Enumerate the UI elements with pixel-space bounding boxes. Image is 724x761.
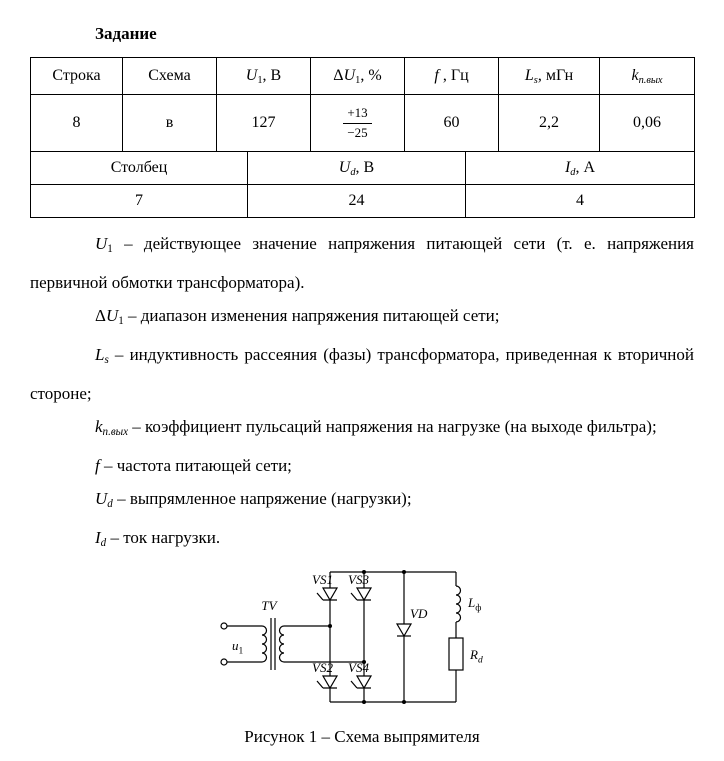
definition-k: $k_{п.вых}$ – коэффициент пульсаций напряжения на нагрузке (на выходе фильтра); xyxy=(95,416,657,438)
diode-vd-symbol xyxy=(397,624,411,636)
transformer-secondary-coil xyxy=(280,626,285,662)
definition-u1: $U_1$ – действующее значение напряжения питающей сети (т. е. напряжения первичной обмотки трансформатора). xyxy=(30,234,694,292)
filter-inductor-label: $L_ф$ xyxy=(468,594,482,614)
header-cell-k: $k_{п.вых}$ xyxy=(600,58,695,95)
value-cell-stolbec: 7 xyxy=(31,185,248,218)
thyristor-vs1-symbol xyxy=(317,588,337,600)
header-cell-stolbec: Столбец xyxy=(31,152,248,185)
thyristor-vs2-symbol xyxy=(317,676,337,688)
definition-ls: $L_s$ – индуктивность рассеяния (фазы) трансформатора, приведенная к вторичной стороне; xyxy=(30,344,694,403)
task-table-bottom xyxy=(30,151,695,218)
definition-ud: $U_d$ – выпрямленное напряжение (нагрузки); xyxy=(95,488,412,510)
secondary-leads xyxy=(284,626,364,662)
table-header-row xyxy=(31,58,695,95)
header-cell-stroka: Строка xyxy=(31,58,123,95)
value-cell-ud: 24 xyxy=(248,185,466,218)
input-terminal-top xyxy=(221,623,227,629)
value-cell-du1 xyxy=(311,95,405,152)
table-value-row-2 xyxy=(31,185,695,218)
value-cell-stroka: 8 xyxy=(31,95,123,152)
figure-caption: Рисунок 1 – Схема выпрямителя xyxy=(244,726,480,746)
figure-rectifier-circuit xyxy=(30,562,694,719)
header-cell-id: $I_d$, А xyxy=(466,152,695,185)
vs4-label: VS4 xyxy=(348,659,369,675)
definition-f: f – частота питающей сети; xyxy=(95,455,292,475)
definitions-block xyxy=(30,227,694,560)
task-table xyxy=(30,57,695,152)
input-terminal-bottom xyxy=(221,659,227,665)
value-cell-shema: в xyxy=(123,95,217,152)
dc-rails xyxy=(330,572,456,702)
transformer-core xyxy=(271,618,275,670)
table-value-row xyxy=(31,95,695,152)
thyristor-vs4-symbol xyxy=(351,676,371,688)
transformer-label: TV xyxy=(261,597,277,613)
thyristor-vs3-symbol xyxy=(351,588,371,600)
vs3-label: VS3 xyxy=(348,571,369,587)
vs1-label: VS1 xyxy=(312,571,333,587)
voltage-range-fraction xyxy=(343,105,371,141)
value-cell-f: 60 xyxy=(405,95,499,152)
load-resistor-symbol xyxy=(449,638,463,670)
vs2-label: VS2 xyxy=(312,659,333,675)
header-cell-u1: $U_1$, В xyxy=(217,58,311,95)
value-cell-ls: 2,2 xyxy=(499,95,600,152)
header-cell-ud: $U_d$, В xyxy=(248,152,466,185)
transformer-primary-coil xyxy=(262,626,267,662)
vd-label: VD xyxy=(410,605,428,621)
rectifier-schematic xyxy=(212,562,512,714)
header-cell-du1: $\Delta U_1$, % xyxy=(311,58,405,95)
header-cell-f: f , Гц xyxy=(405,58,499,95)
filter-inductor-coil xyxy=(456,586,461,622)
load-resistor-label: $R_d$ xyxy=(470,646,483,666)
value-cell-id: 4 xyxy=(466,185,695,218)
definition-id: $I_d$ – ток нагрузки. xyxy=(95,527,221,549)
header-cell-ls: $L_s$, мГн xyxy=(499,58,600,95)
page-title: Задание xyxy=(95,24,157,43)
value-cell-k: 0,06 xyxy=(600,95,695,152)
voltage-range-lower: −25 xyxy=(347,124,368,140)
input-voltage-label: $u_1$ xyxy=(232,637,244,657)
table-header-row-2 xyxy=(31,152,695,185)
value-cell-u1: 127 xyxy=(217,95,311,152)
header-cell-shema: Схема xyxy=(123,58,217,95)
voltage-range-upper: +13 xyxy=(343,105,371,123)
definition-du1: $\Delta U_1$ – диапазон изменения напряжения питающей сети; xyxy=(95,305,500,327)
